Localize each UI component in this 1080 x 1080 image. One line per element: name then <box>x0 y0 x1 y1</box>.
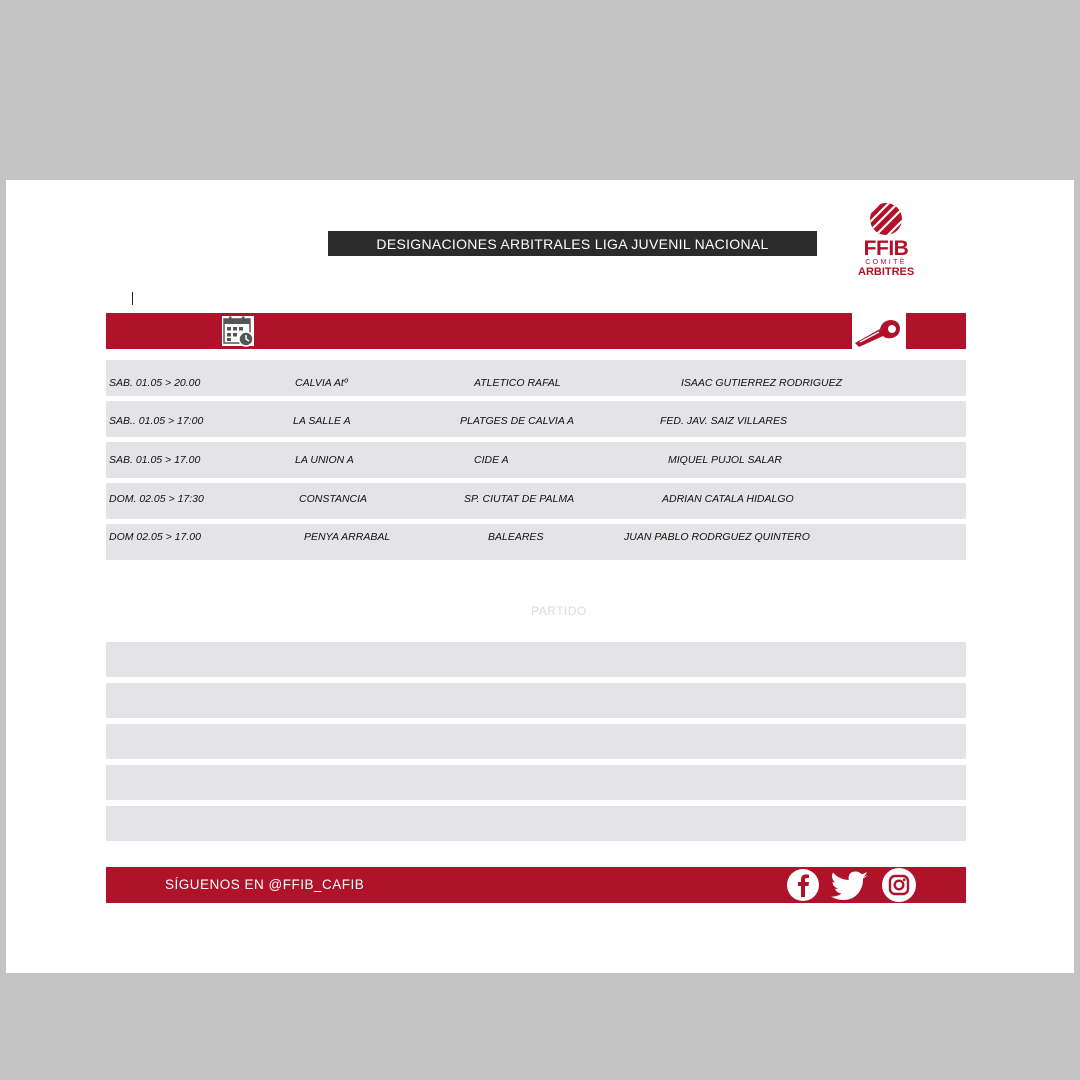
match-date: SAB. 01.05 > 17.00 <box>109 454 201 466</box>
designation-sheet <box>6 180 1074 973</box>
empty-match-list <box>106 642 966 847</box>
table-row <box>106 483 966 519</box>
ffib-logo <box>858 202 914 280</box>
match-referee: JUAN PABLO RODRGUEZ QUINTERO <box>624 531 810 543</box>
logo-wordmark: FFIB <box>863 237 909 260</box>
match-date: SAB. 01.05 > 20.00 <box>109 377 201 389</box>
footer-band <box>106 867 966 903</box>
footer-follow-text: SÍGUENOS EN @FFIB_CAFIB <box>165 877 365 892</box>
text-cursor <box>132 292 133 305</box>
table-row <box>106 360 966 396</box>
page-title-text: DESIGNACIONES ARBITRALES LIGA JUVENIL NACIONAL <box>376 235 769 252</box>
match-home-team: CALVIA Atº <box>295 377 348 389</box>
twitter-icon[interactable] <box>828 867 872 903</box>
logo-subtitle: COMITÈ <box>865 259 907 266</box>
instagram-icon[interactable] <box>880 867 918 903</box>
empty-row <box>106 806 966 841</box>
page-title <box>328 231 817 256</box>
whistle-badge <box>852 313 906 349</box>
table-row <box>106 524 966 560</box>
match-referee: ISAAC GUTIERREZ RODRIGUEZ <box>681 377 843 389</box>
empty-row <box>106 683 966 718</box>
whistle-icon <box>852 313 906 349</box>
header-band <box>106 313 966 349</box>
match-away-team: BALEARES <box>488 531 544 543</box>
match-home-team: CONSTANCIA <box>299 493 368 505</box>
match-away-team: SP. CIUTAT DE PALMA <box>464 493 575 505</box>
match-home-team: PENYA ARRABAL <box>304 531 391 543</box>
empty-row <box>106 724 966 759</box>
match-away-team: CIDE A <box>474 454 509 466</box>
table-row <box>106 401 966 437</box>
match-referee: FED. JAV. SAIZ VILLARES <box>660 415 788 427</box>
table-row <box>106 442 966 478</box>
match-home-team: LA SALLE A <box>293 415 351 427</box>
match-date: DOM. 02.05 > 17:30 <box>109 493 204 505</box>
empty-row <box>106 765 966 800</box>
match-list <box>106 360 966 565</box>
ball-logo-icon <box>869 202 903 236</box>
facebook-icon[interactable] <box>786 867 822 903</box>
match-away-team: ATLETICO RAFAL <box>474 377 561 389</box>
section-label: PARTIDO <box>531 604 587 618</box>
match-referee: MIQUEL PUJOL SALAR <box>668 454 782 466</box>
match-referee: ADRIAN CATALA HIDALGO <box>662 493 794 505</box>
match-date: SAB.. 01.05 > 17:00 <box>109 415 204 427</box>
match-away-team: PLATGES DE CALVIA A <box>460 415 574 427</box>
match-home-team: LA UNION A <box>295 454 354 466</box>
empty-row <box>106 642 966 677</box>
calendar-clock-icon <box>221 315 255 347</box>
logo-subtitle-2: ARBITRES <box>858 266 915 278</box>
match-date: DOM 02.05 > 17.00 <box>109 531 201 543</box>
